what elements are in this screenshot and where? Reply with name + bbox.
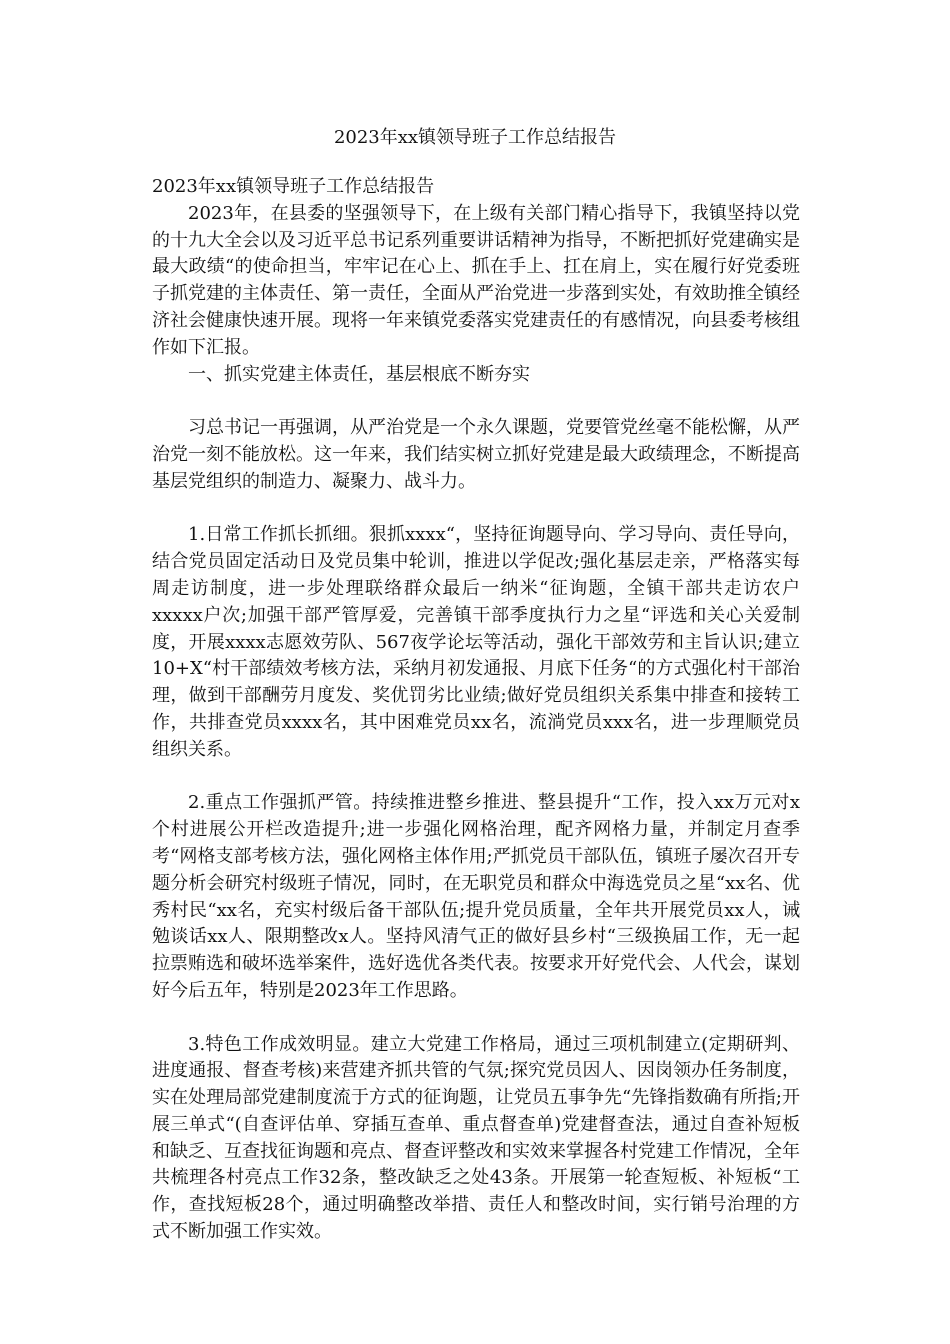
intro-paragraph: 2023年，在县委的坚强领导下，在上级有关部门精心指导下，我镇坚持以党的十九大全会以及习近平总书记系列重要讲话精神为指导，不断把抓好党建确实是最大政绩“的使命担当，牢牢记在心上、抓在手上、扛在肩上，实在履行好党委班子抓党建的主体责任、第一责任，全面从严治党进一步落到实处，有效助推全镇经济社会健康快速开展。现将一年来镇党委落实党建责任的有感情况，向县委考核组作如下汇报。 <box>152 202 800 358</box>
section-heading: 一、抓实党建主体责任，基层根底不断夯实 <box>188 363 530 385</box>
item-2-paragraph: 2.重点工作强抓严管。持续推进整乡推进、整县提升“工作，投入xx万元对x个村进展公开栏改造提升;进一步强化网格治理，配齐网格力量，并制定月查季考“网格支部考核方法，强化网格主体作用;严抓党员干部队伍，镇班子屡次召开专题分析会研究村级班子情况，同时，在无职党员和群众中海选党员之星“xx名、优秀村民“xx名，充实村级后备干部队伍;提升党员质量，全年共开展党员xx人，诫勉谈话xx人、限期整改x人。坚持风清气正的做好县乡村“三级换届工作，无一起拉票贿选和破坏选举案件，选好选优各类代表。按要求开好党代会、人代会，谋划好今后五年，特别是2023年工作思路。 <box>152 792 800 1001</box>
document-title: 2023年xx镇领导班子工作总结报告 <box>333 127 617 148</box>
document-body <box>152 174 800 1246</box>
section-intro-paragraph: 习总书记一再强调，从严治党是一个永久课题，党要管党丝毫不能松懈，从严治党一刻不能放松。这一年来，我们结实树立抓好党建是最大政绩理念，不断提高基层党组织的制造力、凝聚力、战斗力。 <box>152 417 800 492</box>
item-1-paragraph: 1.日常工作抓长抓细。狠抓xxxx“，坚持征询题导向、学习导向、责任导向，结合党员固定活动日及党员集中轮训，推进以学促改;强化基层走亲，严格落实每周走访制度，进一步处理联络群众最后一纳米“征询题，全镇干部共走访农户xxxxx户次;加强干部严管厚爱，完善镇干部季度执行力之星“评选和关心关爱制度，开展xxxx志愿效劳队、567夜学论坛等活动，强化干部效劳和主旨认识;建立10+X“村干部绩效考核方法，采纳月初发通报、月底下任务“的方式强化村干部治理，做到干部酬劳月度发、奖优罚劣比业绩;做好党员组织关系集中排查和接转工作，共排查党员xxxx名，其中困难党员xx名，流淌党员xxx名，进一步理顺党员组织关系。 <box>152 524 800 760</box>
item-3-paragraph: 3.特色工作成效明显。建立大党建工作格局，通过三项机制建立(定期研判、进度通报、督查考核)来营建齐抓共管的气氛;探究党员因人、因岗领办任务制度，实在处理局部党建制度流于方式的征询题，让党员五事争先“先锋指数确有所指;开展三单式“(自查评估单、穿插互查单、重点督查单)党建督查法，通过自查补短板和缺乏、互查找征询题和亮点、督查评整改和实效来掌握各村党建工作情况，全年共梳理各村亮点工作32条，整改缺乏之处43条。开展第一轮查短板、补短板“工作，查找短板28个，通过明确整改举措、责任人和整改时间，实行销号治理的方式不断加强工作实效。 <box>152 1033 800 1243</box>
document-subtitle: 2023年xx镇领导班子工作总结报告 <box>152 176 435 197</box>
